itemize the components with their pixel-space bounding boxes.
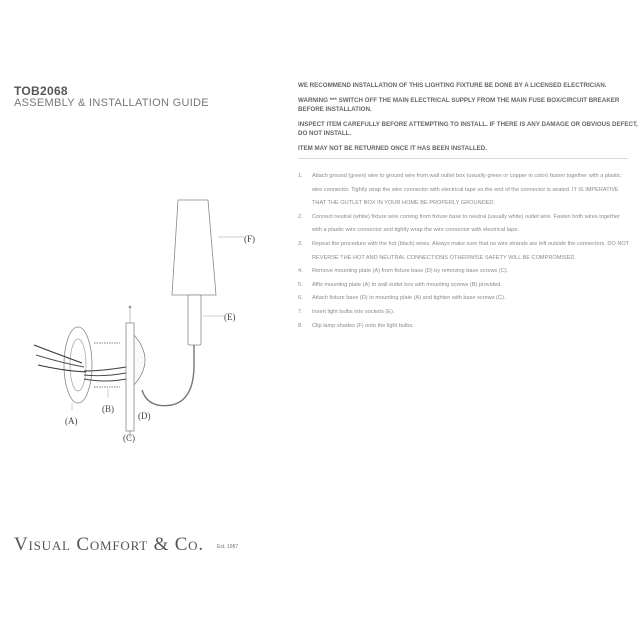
step-text: Remove mounting plate (A) from fixture base (D) by removing base screws (C).	[312, 268, 509, 275]
step-item	[298, 170, 630, 211]
step-text: Affix mounting plate (A) to wall outlet box with mounting screws (B) provided.	[312, 281, 502, 288]
label-d: (D)	[138, 411, 151, 421]
divider	[298, 158, 628, 159]
step-item	[298, 211, 630, 238]
fixture-diagram	[30, 195, 280, 450]
mounting-plate	[64, 327, 92, 403]
notice-electrician: WE RECOMMEND INSTALLATION OF THIS LIGHTING FIXTURE BE DONE BY A LICENSED ELECTRICIAN.	[298, 82, 607, 89]
guide-title: ASSEMBLY & INSTALLATION GUIDE	[14, 97, 209, 109]
label-c: (C)	[123, 433, 135, 443]
backplate	[126, 323, 134, 431]
step-number: 8.	[298, 322, 303, 329]
step-item	[298, 306, 630, 320]
brand-established: Est. 1987	[217, 544, 239, 550]
step-number: 6.	[298, 295, 303, 302]
step-number: 4.	[298, 268, 303, 275]
label-f: (F)	[244, 234, 255, 244]
instruction-steps	[298, 170, 630, 333]
step-item	[298, 292, 630, 306]
step-text: Clip lamp shades (F) onto the light bulbs.	[312, 322, 414, 329]
fixture-base	[134, 335, 145, 385]
step-number: 3.	[298, 240, 303, 247]
notice-returns: ITEM MAY NOT BE RETURNED ONCE IT HAS BEEN INSTALLED.	[298, 145, 487, 153]
label-b: (B)	[102, 404, 114, 414]
label-a: (A)	[65, 416, 78, 426]
brand-logo	[14, 534, 204, 556]
step-item	[298, 238, 630, 265]
safety-notices	[298, 82, 638, 160]
step-text: Insert light bulbs into sockets (E).	[312, 308, 395, 315]
step-text: Attach ground (green) wire to ground wire from wall outlet box (usually green or copper in color) fasten together with a plastic wire connector. Tightly wrap the wire connector with electrical tape so the end of the connector is sealed. IT IS IMPERATIVE THAT THE OUTLET BOX IN YOUR HOME BE PROPERLY GROUNDED.	[312, 173, 621, 207]
notice-inspect: INSPECT ITEM CAREFULLY BEFORE ATTEMPTING TO INSTALL. IF THERE IS ANY DAMAGE OR OBVIOUS DEFECT, DO NOT INSTALL.	[298, 121, 638, 137]
step-text: Attach fixture base (D) to mounting plate (A) and tighten with base screws (C).	[312, 295, 506, 302]
label-e: (E)	[224, 312, 236, 322]
socket	[188, 295, 201, 345]
step-item	[298, 265, 630, 279]
step-number: 5.	[298, 281, 303, 288]
step-item	[298, 320, 630, 334]
step-number: 1.	[298, 173, 303, 179]
step-number: 2.	[298, 213, 303, 220]
step-number: 7.	[298, 308, 303, 315]
model-number: TOB2068	[14, 84, 68, 98]
step-text: Repeat the procedure with the hot (black) wires. Always make sure that no wire strands are left outside the connectors. DO NOT REVERSE THE HOT AND NEUTRAL CONNECTIONS OTHERWISE SAFETY WILL BE COMPROMISED.	[312, 240, 630, 261]
fixture-arm	[142, 345, 194, 406]
step-text: Connect neutral (white) fixture wire coming from fixture base to neutral (usually white) outlet wire. Fasten both wires together with a plastic wire connector and tightly wrap the wire connector with electrical tape.	[312, 213, 620, 234]
step-item	[298, 279, 630, 293]
lamp-shade	[172, 200, 216, 295]
brand-name: Visual Comfort & Co.	[14, 534, 204, 555]
notice-warning: WARNING *** SWITCH OFF THE MAIN ELECTRICAL SUPPLY FROM THE MAIN FUSE BOX/CIRCUIT BREAKER BEFORE INSTALLATION.	[298, 97, 620, 113]
